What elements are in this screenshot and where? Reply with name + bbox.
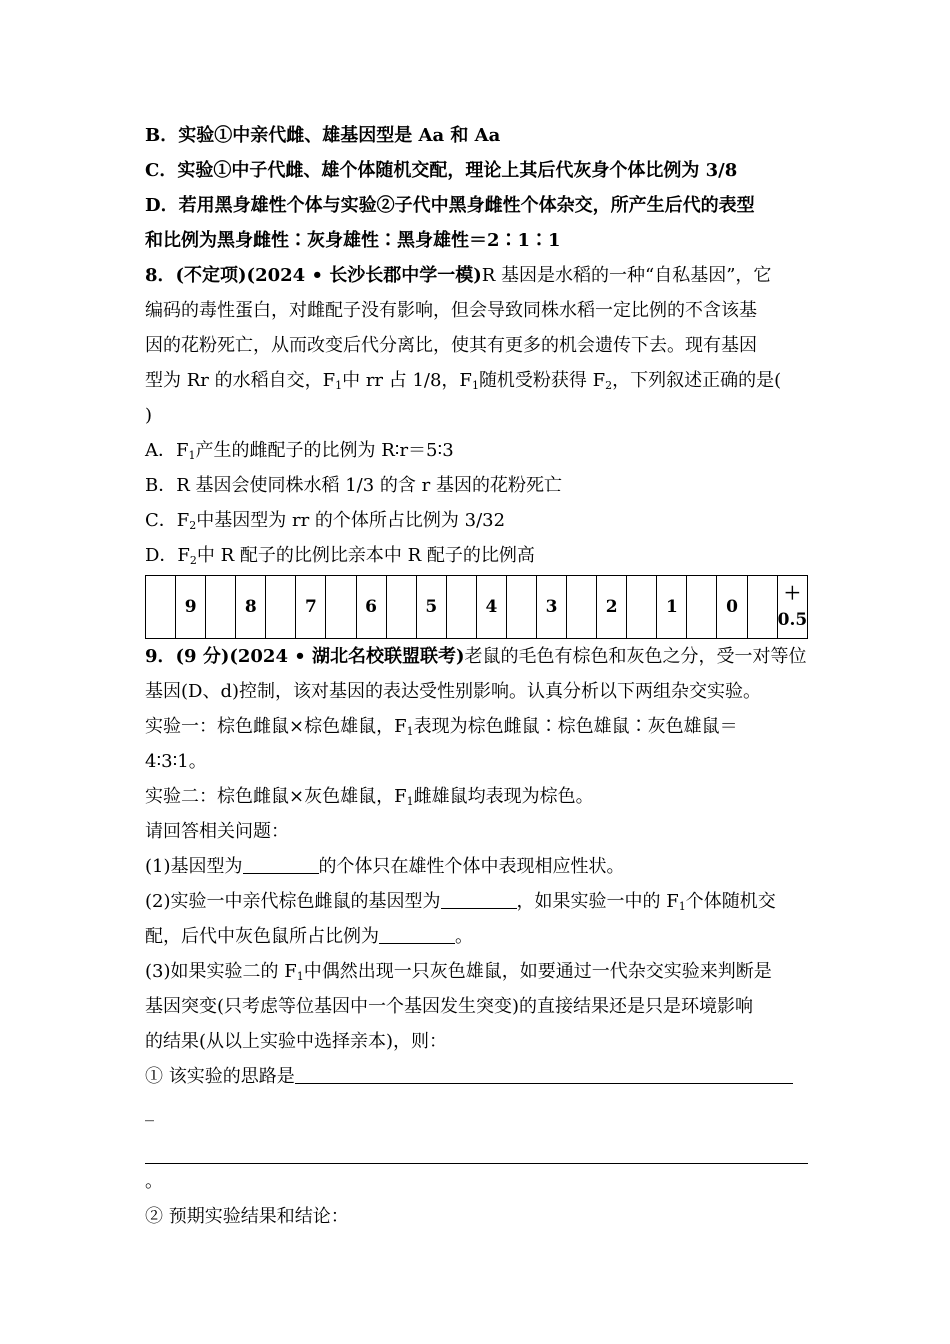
q7-option-b: B．实验①中亲代雌、雄基因型是 Aa 和 Aa: [145, 125, 501, 146]
score-cell: 2: [597, 576, 627, 639]
q8-heading: 8．(不定项)(2024 • 长沙长郡中学一模): [145, 265, 482, 286]
q8-line1: [145, 258, 810, 293]
step-2: ② 预期实验结果和结论：: [145, 1206, 349, 1227]
q8-line4-b: 中 rr 占 1/8，F: [342, 370, 472, 391]
answer-blank[interactable]: [441, 886, 517, 909]
subscript: 2: [605, 379, 613, 392]
q8-line4-c: 随机受粉获得 F: [478, 370, 606, 391]
score-cell: 1: [657, 576, 687, 639]
q8-line4-d: ，下列叙述正确的是(: [612, 370, 782, 391]
score-cell: [567, 576, 597, 639]
score-cell: [326, 576, 356, 639]
q7-option-d-line1: D．若用黑身雄性个体与实验②子代中黑身雌性个体杂交，所产生后代的表型: [145, 195, 755, 216]
q9-text: 老鼠的毛色有棕色和灰色之分，受一对等位: [464, 646, 807, 667]
answer-line[interactable]: [145, 1129, 808, 1164]
score-cell: [627, 576, 657, 639]
score-cell: 8: [236, 576, 266, 639]
score-cell: 9: [176, 576, 206, 639]
q9-heading: 9．(9 分)(2024 • 湖北名校联盟联考): [145, 646, 465, 667]
step-1: [145, 1059, 810, 1094]
experiment-1-line2: 4∶3∶1。: [145, 751, 207, 772]
question-prompt: 请回答相关问题：: [145, 821, 289, 842]
q8-option-d: [145, 538, 810, 573]
q8-option-c: [145, 503, 810, 538]
q8-line5: ): [145, 405, 153, 426]
part1-b: 的个体只在雄性个体中表现相应性状。: [318, 856, 625, 877]
q8-option-a-prefix: A．F: [145, 440, 189, 461]
score-cell: [386, 576, 416, 639]
part-1: [145, 849, 810, 884]
score-cell: 0: [717, 576, 747, 639]
exp1-b: 表现为棕色雌鼠∶棕色雄鼠∶灰色雄鼠＝: [413, 716, 738, 737]
score-row: [146, 576, 808, 639]
q8-line4-a: 型为 Rr 的水稻自交，F: [145, 370, 336, 391]
q8-option-a: [145, 433, 810, 468]
q8-option-c-text: 中基因型为 rr 的个体所占比例为 3/32: [196, 510, 506, 531]
score-table: [145, 575, 808, 639]
q9-line1: [145, 639, 810, 674]
document-page: [145, 118, 810, 1234]
exp1-a: 实验一：棕色雌鼠×棕色雄鼠，F: [145, 716, 407, 737]
score-cell: [266, 576, 296, 639]
step1-label: ① 该实验的思路是: [145, 1066, 295, 1087]
score-cell: [506, 576, 536, 639]
q8-text: R 基因是水稻的一种“自私基因”，它: [481, 265, 772, 286]
q8-line2: 编码的毒性蛋白，对雌配子没有影响，但会导致同株水稻一定比例的不含该基: [145, 300, 757, 321]
part-3-line1: [145, 954, 810, 989]
score-cell: 5: [416, 576, 446, 639]
score-cell-plus-half: [777, 576, 807, 639]
part2-e: 。: [455, 926, 473, 947]
subscript: 1: [406, 795, 414, 808]
score-cell: [206, 576, 236, 639]
q8-option-b: B．R 基因会使同株水稻 1/3 的含 r 基因的花粉死亡: [145, 475, 562, 496]
subscript: 2: [189, 554, 197, 567]
answer-blank[interactable]: [379, 921, 455, 944]
subscript: 1: [471, 379, 479, 392]
part-3-line3: 的结果(从以上实验中选择亲本)，则：: [145, 1031, 448, 1052]
q7-option-c: C．实验①中子代雌、雄个体随机交配，理论上其后代灰身个体比例为 3/8: [145, 160, 738, 181]
subscript: 1: [335, 379, 343, 392]
subscript: 2: [189, 519, 197, 532]
part3-a: (3)如果实验二的 F: [145, 961, 297, 982]
q8-option-d-text: 中 R 配子的比例比亲本中 R 配子的比例高: [196, 545, 535, 566]
subscript: 1: [188, 449, 196, 462]
score-cell: [747, 576, 777, 639]
score-cell: 3: [537, 576, 567, 639]
subscript: 1: [406, 725, 414, 738]
q8-option-a-text: 产生的雌配子的比例为 R∶r＝5∶3: [195, 440, 454, 461]
score-cell: 6: [356, 576, 386, 639]
half-point: 0.5: [777, 610, 808, 630]
part2-c: 个体随机交: [685, 891, 776, 912]
part-2-line2: [145, 919, 810, 954]
plus-sign: ＋: [783, 584, 801, 604]
subscript: 1: [296, 970, 304, 983]
part-3-line2: 基因突变(只考虑等位基因中一个基因发生突变)的直接结果还是只是环境影响: [145, 996, 754, 1017]
answer-blank[interactable]: [295, 1061, 793, 1084]
answer-blank[interactable]: [243, 851, 319, 874]
exp2-a: 实验二：棕色雌鼠×灰色雄鼠，F: [145, 786, 407, 807]
q8-option-d-prefix: D．F: [145, 545, 190, 566]
part-2-line1: [145, 884, 810, 919]
part2-b: ，如果实验一中的 F: [516, 891, 679, 912]
exp2-b: 雌雄鼠均表现为棕色。: [413, 786, 594, 807]
score-cell: 4: [476, 576, 506, 639]
experiment-1-line1: [145, 709, 810, 744]
part3-b: 中偶然出现一只灰色雄鼠，如要通过一代杂交实验来判断是: [303, 961, 772, 982]
q8-line3: 因的花粉死亡，从而改变后代分离比，使其有更多的机会遗传下去。现有基因: [145, 335, 757, 356]
score-cell: 7: [296, 576, 326, 639]
subscript: 1: [678, 900, 686, 913]
q7-option-d-line2: 和比例为黑身雌性∶灰身雄性∶黑身雄性＝2∶1∶1: [145, 230, 561, 251]
part2-d: 配，后代中灰色鼠所占比例为: [145, 926, 379, 947]
step-1-continued: _: [145, 1101, 154, 1122]
q8-line4: [145, 363, 810, 398]
experiment-2: [145, 779, 810, 814]
score-cell: [687, 576, 717, 639]
step-1-end: 。: [145, 1171, 163, 1192]
part1-a: (1)基因型为: [145, 856, 243, 877]
score-cell: [146, 576, 176, 639]
score-cell: [446, 576, 476, 639]
part2-a: (2)实验一中亲代棕色雌鼠的基因型为: [145, 891, 441, 912]
q9-line2: 基因(D、d)控制，该对基因的表达受性别影响。认真分析以下两组杂交实验。: [145, 681, 761, 702]
q8-option-c-prefix: C．F: [145, 510, 190, 531]
